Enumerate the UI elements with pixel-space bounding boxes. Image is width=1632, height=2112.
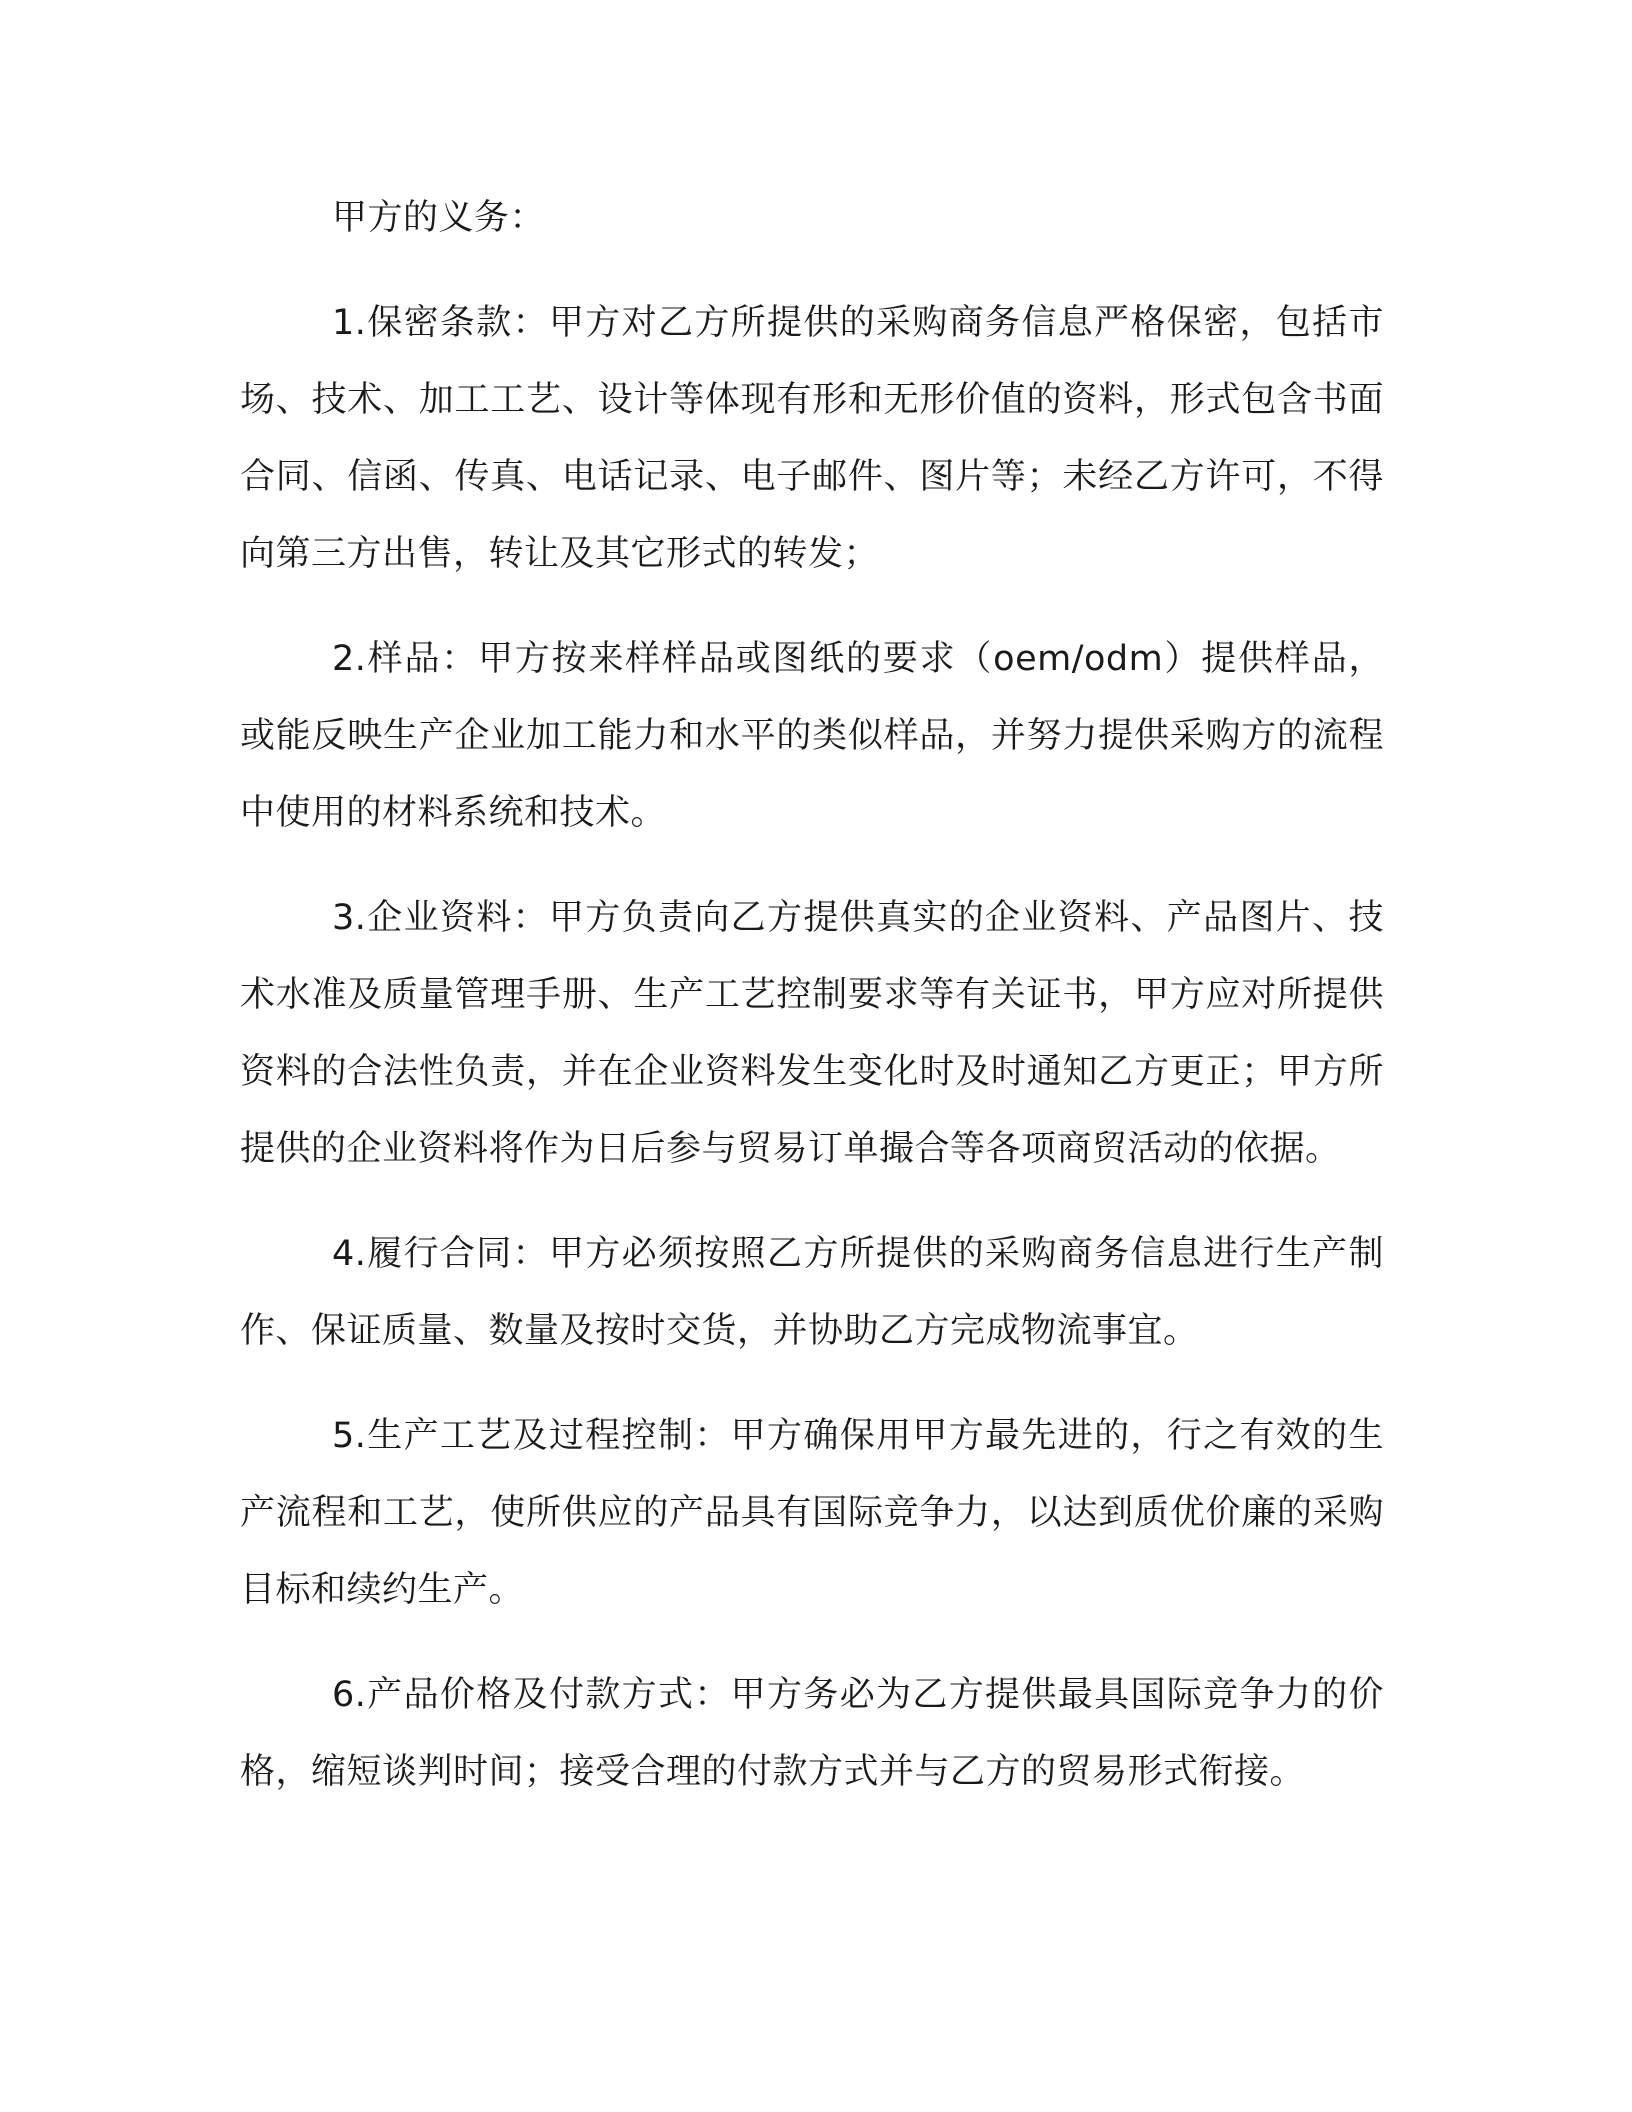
document-body [240, 180, 1384, 1811]
clause-2-samples: 2.样品：甲方按来样样品或图纸的要求（oem/odm）提供样品，或能反映生产企业加工能力和水平的类似样品，并努力提供采购方的流程中使用的材料系统和技术。 [240, 639, 1384, 833]
clause-1-confidentiality: 1.保密条款：甲方对乙方所提供的采购商务信息严格保密，包括市场、技术、加工工艺、设计等体现有形和无形价值的资料，形式包含书面合同、信函、传真、电话记录、电子邮件、图片等；未经乙方许可，不得向第三方出售，转让及其它形式的转发； [240, 303, 1384, 574]
clause-6-price-payment: 6.产品价格及付款方式：甲方务必为乙方提供最具国际竞争力的价格，缩短谈判时间；接受合理的付款方式并与乙方的贸易形式衔接。 [240, 1675, 1384, 1792]
clause-5-process-control: 5.生产工艺及过程控制：甲方确保用甲方最先进的，行之有效的生产流程和工艺，使所供应的产品具有国际竞争力，以达到质优价廉的采购目标和续约生产。 [240, 1416, 1384, 1610]
clause-3-company-materials: 3.企业资料：甲方负责向乙方提供真实的企业资料、产品图片、技术水准及质量管理手册、生产工艺控制要求等有关证书，甲方应对所提供资料的合法性负责，并在企业资料发生变化时及时通知乙方更正；甲方所提供的企业资料将作为日后参与贸易订单撮合等各项商贸活动的依据。 [240, 898, 1384, 1169]
clause-4-contract-performance: 4.履行合同：甲方必须按照乙方所提供的采购商务信息进行生产制作、保证质量、数量及按时交货，并协助乙方完成物流事宜。 [240, 1234, 1384, 1351]
section-heading: 甲方的义务： [332, 198, 546, 238]
